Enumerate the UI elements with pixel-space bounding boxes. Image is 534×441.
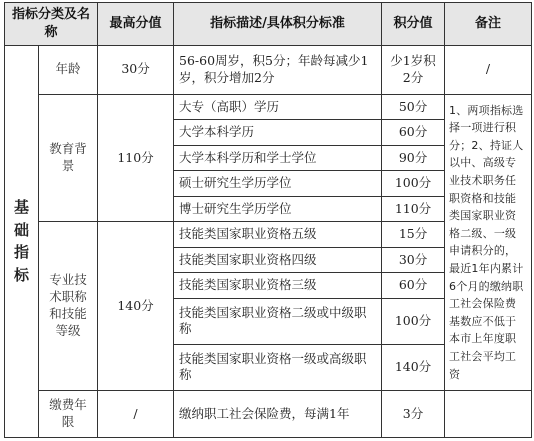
education-item-desc: 大学本科学历和学士学位 bbox=[174, 145, 382, 171]
insurance-description: 缴纳职工社会保险费，每满1年 bbox=[174, 390, 382, 437]
category-label: 基础指标 bbox=[14, 198, 30, 284]
skills-item-points: 30分 bbox=[382, 247, 445, 273]
table-row-insurance bbox=[5, 390, 532, 437]
skills-item-points: 100分 bbox=[382, 299, 445, 345]
insurance-remark-empty bbox=[445, 390, 532, 437]
age-name: 年龄 bbox=[39, 45, 98, 94]
header-max-score: 最高分值 bbox=[98, 3, 174, 46]
insurance-max-score: / bbox=[98, 390, 174, 437]
age-max-score: 30分 bbox=[98, 45, 174, 94]
education-item-points: 50分 bbox=[382, 94, 445, 120]
header-description: 指标描述/具体积分标准 bbox=[174, 3, 382, 46]
education-item-desc: 大专（高职）学历 bbox=[174, 94, 382, 120]
header-row bbox=[5, 3, 532, 46]
education-item-desc: 硕士研究生学历学位 bbox=[174, 171, 382, 197]
insurance-name: 缴费年限 bbox=[39, 390, 98, 437]
category-cell bbox=[5, 45, 39, 437]
skills-item-points: 60分 bbox=[382, 273, 445, 299]
insurance-points: 3分 bbox=[382, 390, 445, 437]
skills-name: 专业技术职称和技能等级 bbox=[39, 222, 98, 390]
education-item-points: 100分 bbox=[382, 171, 445, 197]
table-row bbox=[5, 94, 532, 120]
education-item-points: 90分 bbox=[382, 145, 445, 171]
age-points: 少1岁积2分 bbox=[382, 45, 445, 94]
age-remark: / bbox=[445, 45, 532, 94]
education-item-points: 60分 bbox=[382, 120, 445, 146]
remarks-note: 1、两项指标选择一项进行积分；2、持证人以中、高级专业技术职务任职资格和技能类国家职业资格二级、一级申请积分的，最近1年内累计6个月的缴纳职工社会保险费基数应不低于本市上年度职工社会平均工资 bbox=[445, 94, 532, 390]
skills-item-points: 140分 bbox=[382, 344, 445, 390]
education-name: 教育背景 bbox=[39, 94, 98, 222]
education-item-desc: 博士研究生学历学位 bbox=[174, 196, 382, 222]
skills-item-desc: 技能类国家职业资格四级 bbox=[174, 247, 382, 273]
points-scoring-table bbox=[4, 2, 532, 438]
age-description: 56-60周岁，积5分；年龄每减少1岁，积分增加2分 bbox=[174, 45, 382, 94]
education-max-score: 110分 bbox=[98, 94, 174, 222]
skills-item-desc: 技能类国家职业资格二级或中级职称 bbox=[174, 299, 382, 345]
skills-item-desc: 技能类国家职业资格五级 bbox=[174, 222, 382, 248]
header-points: 积分值 bbox=[382, 3, 445, 46]
skills-item-points: 15分 bbox=[382, 222, 445, 248]
skills-item-desc: 技能类国家职业资格三级 bbox=[174, 273, 382, 299]
header-remarks: 备注 bbox=[445, 3, 532, 46]
education-item-desc: 大学本科学历 bbox=[174, 120, 382, 146]
skills-max-score: 140分 bbox=[98, 222, 174, 390]
header-category: 指标分类及名称 bbox=[5, 3, 98, 46]
skills-item-desc: 技能类国家职业资格一级或高级职称 bbox=[174, 344, 382, 390]
table-row-age bbox=[5, 45, 532, 94]
education-item-points: 110分 bbox=[382, 196, 445, 222]
